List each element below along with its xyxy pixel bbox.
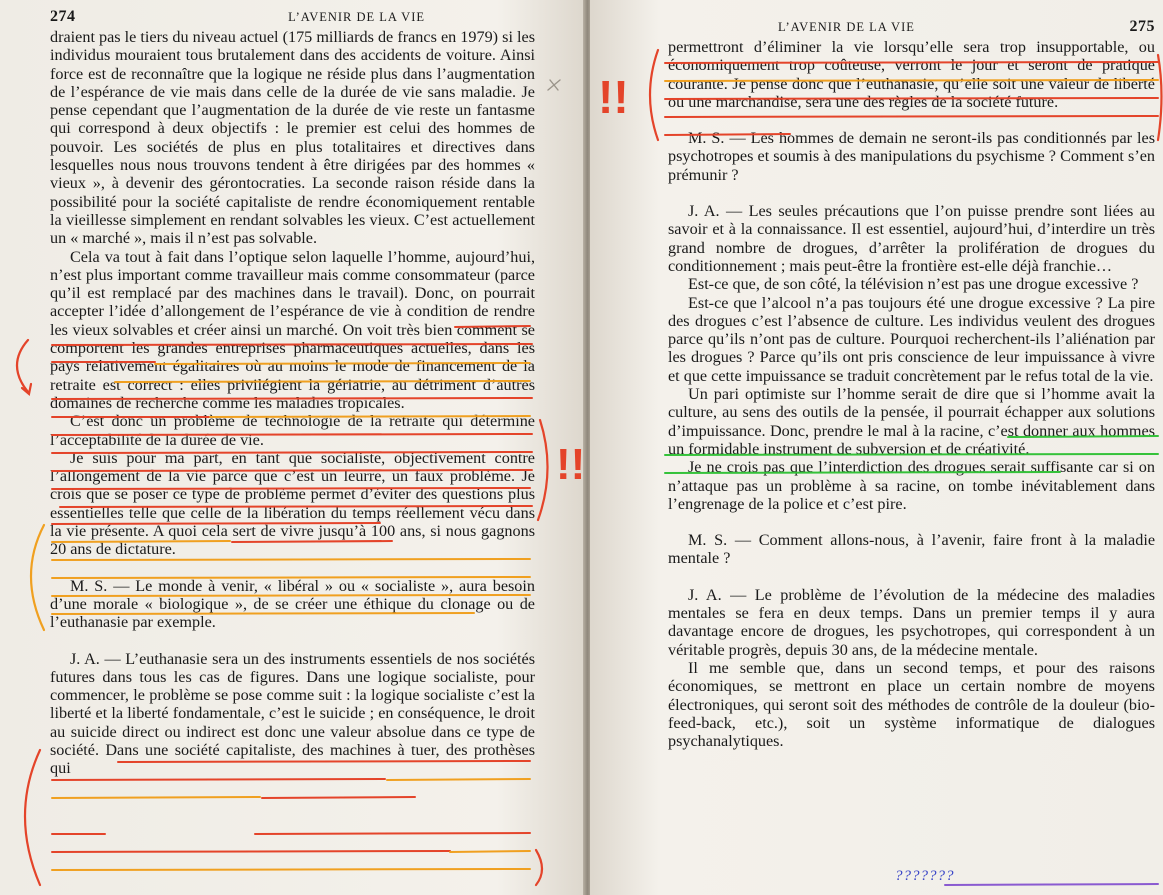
paragraph: permettront d’éliminer la vie lorsqu’elle sera trop insupportable, ou économiquement trop coûteuse, verront le jour et seront de pratique courante. Je pense donc que l’euthanasie, qu’elle soit une valeur de liberté ou une marchandise, sera une des règles de la société future. — [668, 38, 1155, 111]
exclamation-mark-right: !! — [598, 71, 629, 123]
running-head-left: L’AVENIR DE LA VIE — [288, 10, 425, 24]
page-number-left: 274 — [50, 8, 76, 25]
paragraph: J. A. — Le problème de l’évolution de la médecine des maladies mentales se fera en deux temps. Dans un premier temps il y aura davantage encore de drogues, les psychotropes, qui correspondent à un véritable progrès, depuis 30 ans, de la médecine mentale. — [668, 585, 1155, 659]
running-head-right: L’AVENIR DE LA VIE — [778, 20, 915, 34]
paragraph: Est-ce que, de son côté, la télévision n’est pas une drogue excessive ? — [688, 275, 1139, 294]
question-marks: ??????? — [895, 868, 955, 884]
right-page — [590, 0, 1163, 895]
paragraph: M. S. — Comment allons-nous, à l’avenir, faire front à la maladie mentale ? — [668, 531, 1155, 568]
paragraph: C’est donc un problème de technologie de la retraite qui détermine l’acceptabilité de la durée de vie. — [50, 412, 535, 449]
paragraph: Je ne crois pas que l’interdiction des drogues serait suffisante car si on n’attaque pas un problème à sa racine, on tombe inévitablement dans l’engrenage de la police et c’est pire. — [668, 458, 1155, 513]
paragraph: M. S. — Le monde à venir, « libéral » ou « socialiste », aura besoin d’une morale « biologique », de se créer une éthique du clonage ou de l’euthanasie par exemple. — [50, 576, 535, 632]
left-page-text — [50, 28, 535, 778]
exclamation-mark-left: !! — [556, 440, 586, 489]
page-number-right: 275 — [1129, 18, 1155, 35]
left-page-header — [50, 8, 535, 26]
paragraph: M. S. — Les hommes de demain ne seront-ils pas conditionnés par les psychotropes et soumis à des manipulations du psychisme ? Comment s’en prémunir ? — [668, 129, 1155, 184]
paragraph: Je suis pour ma part, en tant que socialiste, objectivement contre l’allongement de la vie parce que c’est un leurre, un faux problème. Je crois que se poser ce type de problème permet d’éviter des questions plus essentielles telle que celle de la libération du temps réellement vécu dans la vie présente. A quoi cela sert de vivre jusqu’à 100 ans, si nous gagnons 20 ans de dictature. — [50, 448, 535, 559]
paragraph: draient pas le tiers du niveau actuel (175 milliards de francs en 1979) si les individus mouraient tous brutalement dans des accidents de voiture. Ainsi force est de reconnaître que la logique ne réside plus dans l’augmentation de l’espérance de vie mais dans celle de la durée de vie sans maladie. Je pense cependant que l’augmentation de la durée de vie reste un fantasme qui correspond à deux objectifs : le premier est celui des hommes de pouvoir. Les sociétés de plus en plus totalitaires et directives dans lesquelles nous nous trouvons tendent à être dirigées par des hommes « vieux », à devenir des gérontocraties. La seconde raison réside dans la possibilité pour la société capitaliste de rendre économiquement rentable la vieillesse simplement en rendant solvables les vieux. C’est actuellement un « marché », mais il n’est pas solvable. — [50, 28, 535, 248]
paragraph: J. A. — L’euthanasie sera un des instruments essentiels de nos sociétés futures dans tous les cas de figures. Dans une logique socialiste, pour commencer, le problème se pose comme suit : la logique socialiste c’est la liberté et la liberté fondamentale, c’est le suicide ; en conséquence, le droit au suicide direct ou indirect est donc une valeur absolue dans ce type de société. Dans une société capitaliste, des machines à tuer, des prothèses qui — [50, 649, 535, 778]
paragraph: Cela va tout à fait dans l’optique selon laquelle l’homme, aujourd’hui, n’est plus important comme travailleur mais comme consommateur (parce qu’il est remplacé par des machines dans le travail). Donc, on pourrait accepter l’idée d’allongement de l’espérance de vie à condition de rendre les vieux solvables et créer ainsi un marché. On voit très bien comment se comportent les grandes entreprises pharmaceutiques actuelles, dans les pays relativement égalitaires où au moins le mode de financement de la retraite est correct : elles privilégient la gériatrie, au détriment d’autres domaines de recherche comme les maladies tropicales. — [50, 247, 535, 412]
paragraph: Il me semble que, dans un second temps, et pour des raisons économiques, se mettront en place un certain nombre de moyens électroniques, qui seront soit des méthodes de contrôle de la douleur (bio-feed-back, etc.), soit un système informatique de dialogues psychanalytiques. — [668, 658, 1155, 751]
paragraph: Un pari optimiste sur l’homme serait de dire que si l’homme avait la culture, au sens des outils de la pensée, il pourrait échapper aux solutions d’impuissance. Donc, prendre le mal à la racine, c’est donner aux hommes un formidable instrument de subversion et de créativité. — [668, 385, 1155, 458]
right-page-header — [668, 18, 1155, 36]
paragraph: J. A. — Les seules précautions que l’on puisse prendre sont liées au savoir et à la connaissance. Il est essentiel, aujourd’hui, d’interdire un très grand nombre de drogues, d’arrêter la prolifération de drogues du conditionnement ; mais peut-être la frontière est-elle déjà franchie… — [668, 202, 1155, 275]
paragraph: Est-ce que l’alcool n’a pas toujours été une drogue excessive ? La pire des drogues c’est l’absence de culture. Les individus veulent des drogues parce qu’ils n’ont pas de culture. Pourquoi recherchent-ils l’aliénation par les drogues ? Parce qu’ils ont pris conscience de leur impuissance à vivre et que cette impuissance se traduit concrètement par le refus total de la vie. — [668, 293, 1155, 385]
right-page-text — [668, 38, 1155, 750]
